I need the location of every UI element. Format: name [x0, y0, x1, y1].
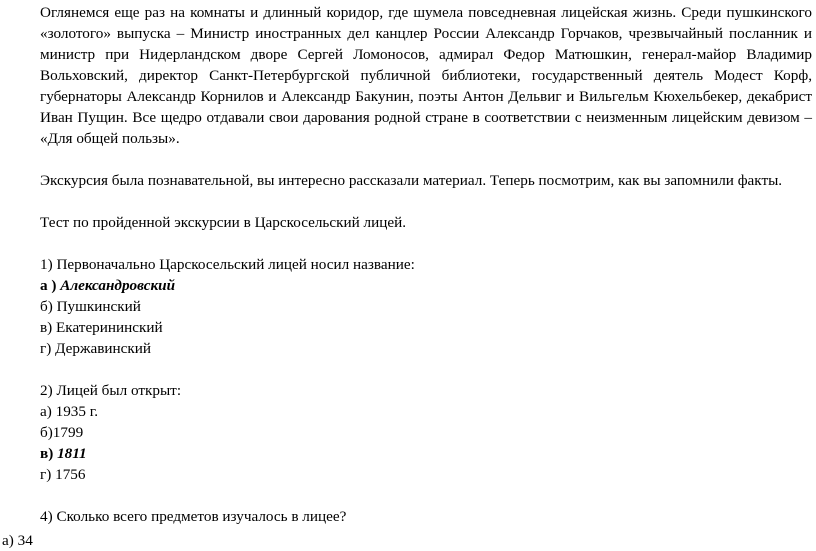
paragraph-spacer — [40, 233, 812, 254]
question-2 — [40, 380, 812, 485]
paragraph-spacer — [40, 149, 812, 170]
option-prefix: а) — [2, 532, 14, 549]
answer-option — [40, 464, 812, 485]
question-4 — [40, 506, 812, 527]
answer-option-correct — [40, 275, 812, 296]
test-title: Тест по пройденной экскурсии в Царскосельский лицей. — [40, 214, 407, 231]
paragraph-spacer — [40, 191, 812, 212]
option-label: 1756 — [55, 466, 86, 483]
option-prefix: в) — [40, 445, 54, 462]
option-prefix: г) — [40, 340, 52, 357]
question-1 — [40, 254, 812, 359]
option-label: Александровский — [60, 277, 176, 294]
option-prefix: в) — [40, 319, 53, 336]
option-label: Пушкинский — [56, 298, 141, 315]
answer-option — [40, 422, 812, 443]
option-label: 1935 г. — [55, 403, 99, 420]
option-prefix: б) — [40, 298, 53, 315]
paragraph-spacer — [40, 485, 812, 506]
answer-option-correct — [40, 443, 812, 464]
option-prefix: б) — [40, 424, 53, 441]
answer-option — [40, 296, 812, 317]
intro-paragraph: Оглянемся еще раз на комнаты и длинный коридор, где шумела повседневная лицейская жизнь. Среди пушкинского «золотого» выпуска – Министр иностранных дел канцлер России Александр Горчаков, чрезвычайный посланник и министр при Нидерландском дворе Сергей Ломоносов, адмирал Федор Матюшкин, генерал-майор Владимир Вольховский, директор Санкт-Петербургской публичной библиотеки, государственный деятель Модест Корф, губернаторы Александр Корнилов и Александр Бакунин, поэты Антон Дельвиг и Вильгельм Кюхельбекер, декабрист Иван Пущин. Все щедро отдавали свои дарования родной стране в соответствии с неизменным лицейским девизом – «Для общей пользы». — [40, 4, 812, 147]
document-body — [40, 2, 812, 527]
question-text: 1) Первоначально Царскосельский лицей носил название: — [40, 256, 415, 273]
option-prefix: г) — [40, 466, 52, 483]
paragraph-spacer — [40, 359, 812, 380]
answer-option-partial — [2, 530, 33, 551]
answer-option — [40, 401, 812, 422]
excursion-paragraph: Экскурсия была познавательной, вы интересно рассказали материал. Теперь посмотрим, как вы запомнили факты. — [40, 172, 783, 189]
answer-option — [40, 317, 812, 338]
option-label: 1811 — [57, 445, 87, 462]
option-label: 1799 — [52, 424, 84, 441]
question-text: 4) Сколько всего предметов изучалось в лицее? — [40, 508, 347, 525]
option-prefix: а) — [40, 403, 52, 420]
answer-option — [40, 338, 812, 359]
option-prefix: а ) — [40, 277, 57, 294]
question-text: 2) Лицей был открыт: — [40, 382, 182, 399]
option-label: 34 — [17, 532, 33, 549]
option-label: Державинский — [55, 340, 152, 357]
option-label: Екатерининский — [56, 319, 163, 336]
